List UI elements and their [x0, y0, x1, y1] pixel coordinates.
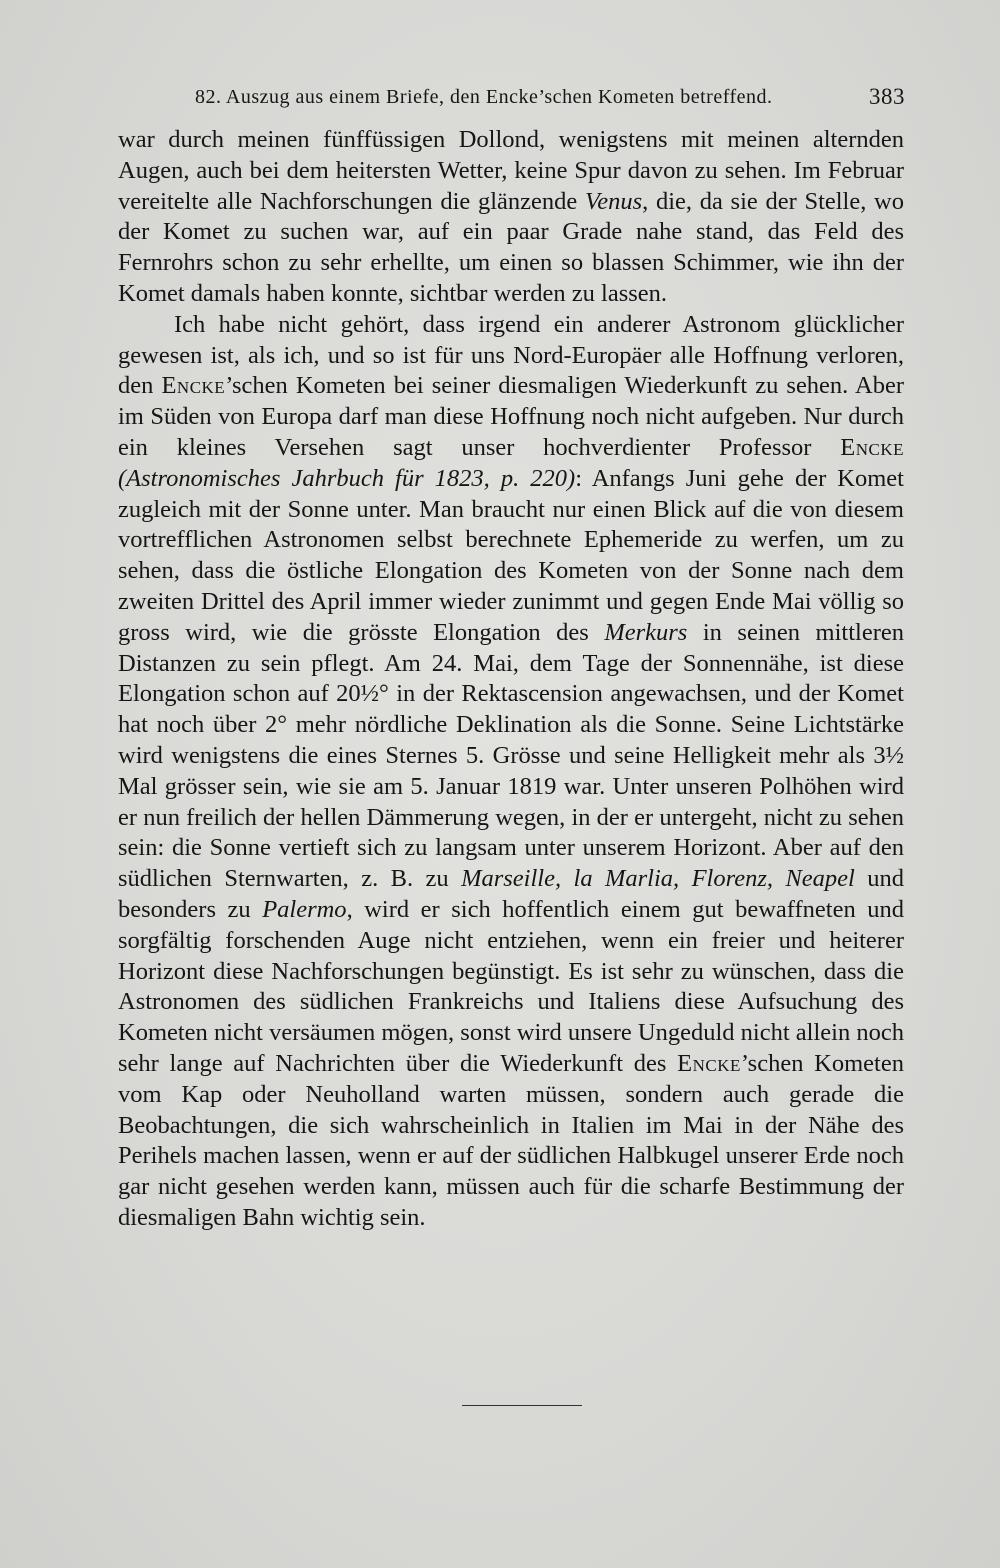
section-end-rule — [462, 1405, 582, 1406]
running-head-title: 82. Auszug aus einem Briefe, den Encke’schen Kometen betreffend. — [195, 86, 773, 108]
text-run: , wird er sich hoffentlich einem gut bewaffneten und sorgfältig forschenden Auge nicht entziehen, wenn ein freier und heiterer Horizont diese Nachforschungen begünstigt. Es ist sehr zu wünschen, dass die Astronomen des südlichen Frankreichs und Italiens diese Aufsuchung des Kometen nicht versäumen mögen, sonst wird unsere Ungeduld nicht allein noch sehr lange auf Nachrichten über die Wiederkunft des — [118, 895, 904, 1077]
text-run: war durch meinen fünffüssigen Dollond, wenigstens mit meinen alternden Augen, auch bei dem heitersten Wetter, keine Spur davon zu sehen. Im Februar vereitelte alle Nachforschungen die glänzende — [118, 126, 904, 215]
italic-text: Palermo — [262, 895, 347, 923]
small-caps-name: Encke — [161, 372, 226, 400]
text-run: ’schen Kometen bei seiner diesmaligen Wiederkunft zu sehen. Aber im Süden von Europa darf man diese Hoffnung noch nicht aufgeben. Nur durch ein kleines Versehen sagt unser hochverdienter Professor — [118, 372, 905, 461]
paragraph — [118, 125, 904, 310]
text-run: und besonders zu — [118, 865, 905, 923]
small-caps-name: Encke — [840, 433, 904, 461]
italic-text: Marseille, la Marlia, Florenz, Neapel — [461, 865, 855, 893]
text-run: in seinen mittleren Distanzen zu sein pflegt. Am 24. Mai, dem Tage der Sonnennähe, ist diese Elongation schon auf 20½° in der Rektascension angewachsen, und der Komet hat noch über 2° mehr nördliche Deklination als die Sonne. Seine Lichtstärke wird wenigstens die eines Sternes 5. Grösse und seine Helligkeit mehr als 3½ Mal grösser sein, wie sie am 5. Januar 1819 war. Unter unseren Polhöhen wird er nun freilich der hellen Dämmerung wegen, in der er untergeht, nicht zu sehen sein: die Sonne vertieft sich zu langsam unter unserem Horizont. Aber auf den südlichen Sternwarten, z. B. zu — [118, 618, 904, 893]
text-run: Ich habe nicht gehört, dass irgend ein anderer Astronom glücklicher gewesen ist, als ich, und so ist für uns Nord-Europäer alle Hoffnung verloren, den — [118, 310, 904, 400]
italic-text: Merkurs — [604, 618, 688, 646]
page-number: 383 — [869, 84, 905, 109]
running-head — [195, 86, 905, 116]
text-run: , die, da sie der Stelle, wo der Komet zu suchen war, auf ein paar Grade nahe stand, das Feld des Fernrohrs schon zu sehr erhellte, um einen so blassen Schimmer, wie ihn der Komet damals haben konnte, sichtbar werden zu lassen. — [118, 187, 904, 307]
small-caps-name: Encke — [677, 1049, 741, 1077]
body-text — [118, 125, 904, 1234]
text-run: : Anfangs Juni gehe der Komet zugleich mit der Sonne unter. Man braucht nur einen Blick auf die von diesem vortrefflichen Astronomen selbst berechnete Ephemeride zu werfen, um zu sehen, dass die östliche Elongation des Kometen von der Sonne nach dem zweiten Drittel des April immer wieder zunimmt und gegen Ende Mai völlig so gross wird, wie die grösste Elongation des — [118, 464, 904, 646]
text-run: ’schen Kometen vom Kap oder Neuholland warten müssen, sondern auch gerade die Beobachtungen, die sich wahrscheinlich in Italien im Mai in der Nähe des Perihels machen lassen, wenn er auf der südlichen Halbkugel unserer Erde noch gar nicht gesehen werden kann, müssen auch für die scharfe Bestimmung der diesmaligen Bahn wichtig sein. — [118, 1049, 904, 1231]
paragraph — [118, 310, 904, 1234]
italic-text: (Astronomisches Jahrbuch für 1823, p. 220) — [118, 464, 576, 492]
italic-text: Venus — [585, 187, 643, 215]
